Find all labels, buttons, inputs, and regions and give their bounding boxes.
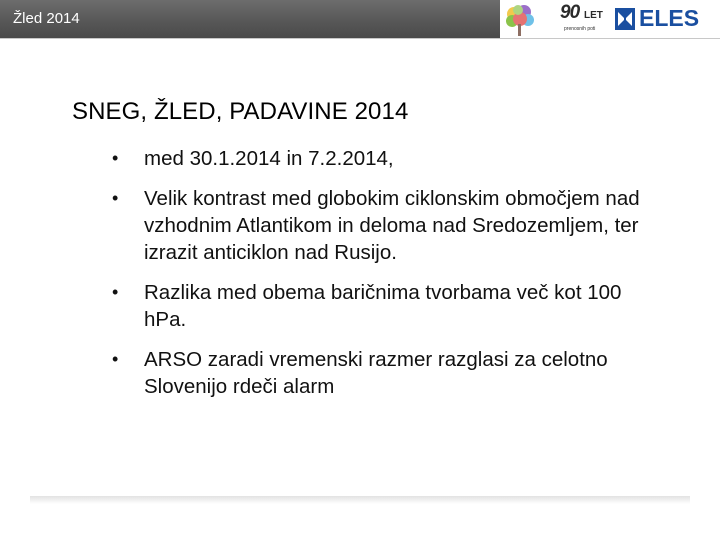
header-divider	[0, 38, 720, 39]
bullet-item	[104, 185, 664, 266]
eles-logo-text: ELES	[639, 5, 700, 31]
header-title: Žled 2014	[13, 10, 80, 27]
bullet-mark: •	[112, 148, 119, 168]
logo-90-let: LET	[584, 10, 603, 21]
bullet-mark: •	[112, 282, 119, 302]
bullet-mark: •	[112, 349, 119, 369]
header-bar	[0, 0, 720, 38]
bullet-mark: •	[112, 188, 119, 208]
bullet-text: ARSO zaradi vremenski razmer razglasi za celotno Slovenijo rdeči alarm	[144, 348, 608, 398]
ninety-years-logo	[556, 2, 612, 36]
eles-mark-icon	[615, 8, 635, 30]
bullet-text: med 30.1.2014 in 7.2.2014,	[144, 147, 394, 170]
logo-90-subtitle: prenosnih poti	[564, 26, 596, 32]
bullet-text: Velik kontrast med globokim ciklonskim območjem nad vzhodnim Atlantikom in deloma nad Sredozemljem, ter izrazit anticiklon nad Rusijo.	[144, 187, 640, 264]
slide-title: SNEG, ŽLED, PADAVINE 2014	[72, 98, 409, 126]
bullet-list	[104, 145, 664, 413]
bullet-item	[104, 346, 664, 400]
tree-logo-icon	[502, 2, 538, 38]
bullet-item	[104, 145, 664, 172]
header-title-band	[0, 0, 500, 38]
logo-90-number: 90	[560, 2, 580, 23]
bullet-text: Razlika med obema baričnima tvorbama več kot 100 hPa.	[144, 281, 622, 331]
bullet-item	[104, 279, 664, 333]
footer-divider	[30, 496, 690, 504]
